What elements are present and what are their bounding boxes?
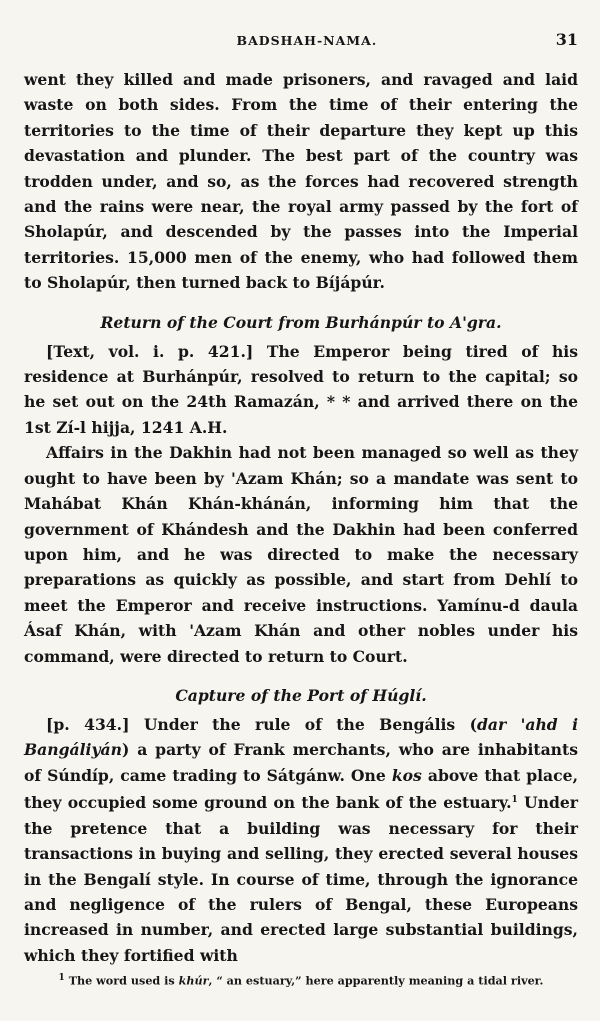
paragraph-4: [24, 712, 578, 968]
paragraph-3: Affairs in the Dakhin had not been managed so well as they ought to have been by 'Azam Khán; so a mandate was sent to Mahábat Khán Khán-khánán, informing him that the government of Khándesh and the Dakhin had been conferred upon him, and he was directed to make the necessary preparations as quickly as possible, and start from Dehlí to meet the Emperor and receive instructions. Yamínu-d daula Ásaf Khán, with 'Azam Khán and other nobles under his command, were directed to return to Court.: [24, 443, 578, 666]
paragraph-4-part-c: above that place, they occupied some ground on the bank of the estuary.: [24, 765, 578, 813]
running-title: BADSHAH-NAMA.: [236, 33, 378, 48]
paragraph-4-part-b: ) a party of Frank merchants, who are inhabitants of Súndíp, came trading to Sátgánw. One: [24, 740, 578, 785]
section-heading-return-of-court: Return of the Court from Burhánpúr to A'gra.: [100, 312, 502, 332]
italic-phrase-bangaliyan: dar 'ahd i Bangáliyán: [24, 714, 578, 760]
footnote-post: , “ an estuary,” here apparently meaning a tidal river.: [208, 973, 544, 988]
paragraph-4-part-d: Under the pretence that a building was necessary for their transactions in buying and selling, they erected several houses in the Bengalí style. In course of time, through the ignorance and negligence of the rulers of Bengal, these Europeans increased in number, and erected large substantial buildings, which they fortified with: [24, 793, 578, 965]
paragraph-4-part-a: Under the rule of the Bengális (: [129, 714, 477, 734]
section-heading-capture-of-hugli: Capture of the Port of Húglí.: [175, 685, 427, 705]
footnote: [24, 970, 578, 989]
footnote-number: 1: [58, 973, 65, 984]
paragraph-1: went they killed and made prisoners, and ravaged and laid waste on both sides. From the time of their entering the territories to the time of their departure they kept up this devastation and plunder. The best part of the country was trodden under, and so, as the forces had recovered strength and the rains were near, the royal army passed by the fort of Sholapúr, and descended by the passes into the Imperial territories. 15,000 men of the enemy, who had followed them to Sholapúr, then turned back to Bíjápúr.: [24, 70, 578, 293]
text-reference: [p. 434.]: [46, 714, 130, 734]
italic-word-kos: kos: [391, 765, 422, 785]
footnote-marker: 1: [511, 795, 518, 806]
paragraph-2: [Text, vol. i. p. 421.] The Emperor being tired of his residence at Burhánpúr, resolved to return to the capital; so he set out on the 24th Ramazán, * * and arrived there on the 1st Zí-l hijja, 1241 A.H.: [24, 341, 578, 437]
page-number: 31: [555, 30, 578, 49]
footnote-term: khúr: [178, 973, 209, 988]
footnote-pre: The word used is: [64, 973, 179, 988]
running-head: [24, 30, 578, 49]
